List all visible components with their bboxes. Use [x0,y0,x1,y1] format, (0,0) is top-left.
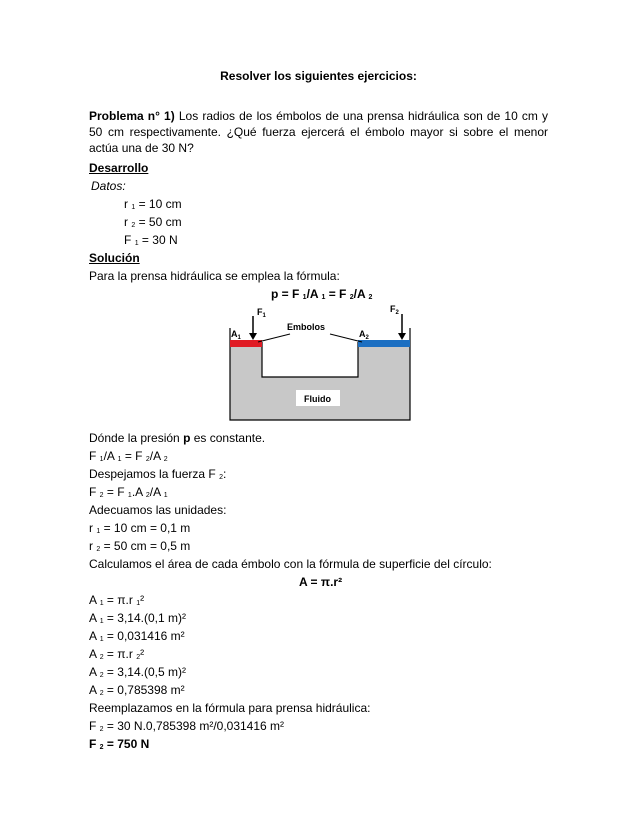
label-fluido: Fluido [304,394,331,404]
donde-text: Dónde la presión p es constante. [89,431,266,445]
a1-substitution: A $_1$ = 3,14.(0,1 m)² [89,611,186,625]
a2-substitution: A $_2$ = 3,14.(0,5 m)² [89,665,186,679]
intro-text: Para la prensa hidráulica se emplea la fórmula: [89,269,340,283]
a1-result: A $_1$ = 0,031416 m² [89,629,185,643]
a2-result: A $_2$ = 0,785398 m² [89,683,185,697]
pressure-formula: p = F $_1$/A $_1$ = F $_2$/A $_2$ [271,287,373,301]
despejamos-text: Despejamos la fuerza F $_2$: [89,467,227,481]
arrowhead-f2 [398,333,406,340]
label-a2: $A_2$ [359,329,369,341]
large-piston-blue [358,340,410,347]
fluid-area [230,342,410,420]
page-title: Resolver los siguientes ejercicios: [220,69,417,83]
problem-label: Problema n° 1) [89,109,175,123]
datum-r1: r $_1$ = 10 cm [124,197,182,211]
arrowhead-f1 [249,333,257,340]
pointer-left [258,334,290,342]
pointer-right [330,334,362,342]
reemplazamos-text: Reemplazamos en la fórmula para prensa hidráulica: [89,701,371,715]
equation-1: F $_1$/A $_1$ = F $_2$/A $_2$ [89,449,168,463]
label-f1: $F_1$ [257,307,266,319]
a1-formula: A $_1$ = π.r $_1$² [89,593,145,607]
label-f2: $F_2$ [390,304,399,316]
equation-2: F $_2$ = F $_1$.A $_2$/A $_1$ [89,485,168,499]
datum-r2: r $_2$ = 50 cm [124,215,182,229]
small-piston-red [230,340,262,347]
final-result: F $_2$ = 750 N [89,737,150,751]
problem-text: Los radios de los émbolos de una prensa hidráulica son de 10 cm y 50 cm respectivamente. ¿Qué fuerza ejercerá el émbolo mayor si sobre el menor actúa una de 30 N? [89,109,548,155]
section-solucion: Solución [89,251,140,265]
calculamos-text: Calculamos el área de cada émbolo con la fórmula de superficie del círculo: [89,557,492,571]
datos-label: Datos: [91,179,126,193]
label-a1: $A_1$ [231,329,241,341]
hydraulic-press-diagram [220,302,420,422]
equation-3: F $_2$ = 30 N.0,785398 m²/0,031416 m² [89,719,285,733]
r1-conversion: r $_1$ = 10 cm = 0,1 m [89,521,191,535]
section-desarrollo: Desarrollo [89,161,149,175]
area-formula: A = π.r² [299,575,343,589]
datum-f1: F $_1$ = 30 N [124,233,178,247]
r2-conversion: r $_2$ = 50 cm = 0,5 m [89,539,191,553]
a2-formula: A $_2$ = π.r $_2$² [89,647,145,661]
label-embolos: Embolos [287,322,326,332]
adecuamos-text: Adecuamos las unidades: [89,503,227,517]
problem-statement [89,108,548,156]
